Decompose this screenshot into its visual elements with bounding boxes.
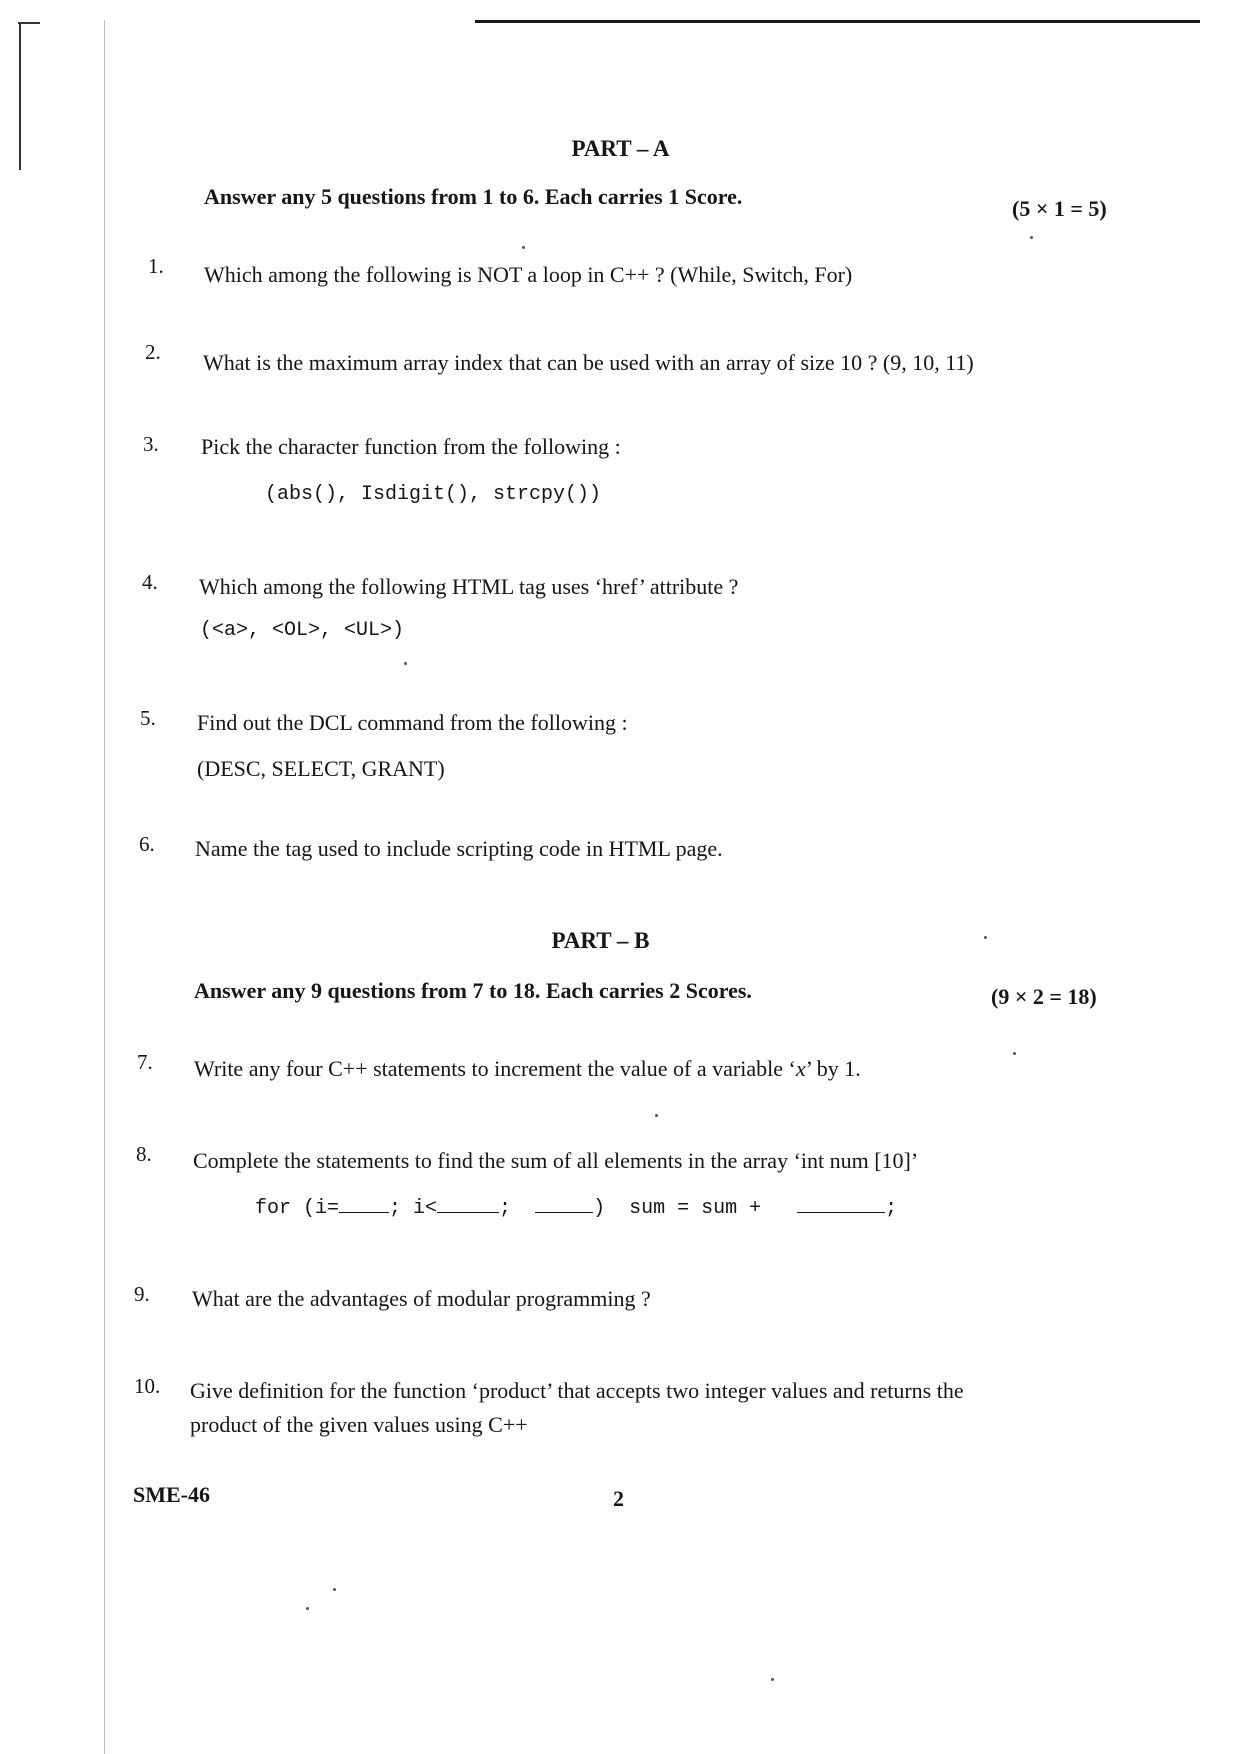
question-text: What are the advantages of modular programming ? xyxy=(192,1286,651,1311)
question-text-line1: Give definition for the function ‘product’ that accepts two integer values and returns the xyxy=(190,1378,964,1403)
question-number: 7. xyxy=(137,1050,153,1074)
question-number: 5. xyxy=(140,706,156,730)
scan-corner-mark xyxy=(18,22,40,24)
variable-name: x xyxy=(795,1056,806,1081)
scan-speck xyxy=(333,1588,336,1591)
code-segment: ; i< xyxy=(389,1197,438,1220)
question-text: Complete the statements to find the sum of all elements in the array ‘int num [10]’ xyxy=(193,1148,919,1173)
question-number: 3. xyxy=(143,432,159,456)
scan-speck xyxy=(771,1678,774,1681)
code-segment: for (i= xyxy=(255,1197,340,1220)
scan-speck xyxy=(1030,236,1033,239)
answer-blank xyxy=(535,1194,593,1213)
question-options: (abs(), Isdigit(), strcpy()) xyxy=(265,483,602,506)
scan-speck xyxy=(655,1114,658,1117)
code-segment: ; xyxy=(499,1197,512,1220)
question-text: Name the tag used to include scripting code in HTML page. xyxy=(195,836,723,861)
question-options: (DESC, SELECT, GRANT) xyxy=(197,756,445,781)
question-number: 8. xyxy=(136,1142,152,1166)
page-number: 2 xyxy=(613,1486,624,1511)
question-text: Find out the DCL command from the following : xyxy=(197,710,628,735)
scan-border-left xyxy=(104,20,105,1754)
scan-speck xyxy=(1013,1052,1016,1055)
question-number: 1. xyxy=(148,254,164,278)
part-a-instruction: Answer any 5 questions from 1 to 6. Each carries 1 Score. xyxy=(204,184,743,209)
question-text-part: ’ by 1. xyxy=(805,1056,861,1081)
question-text: Which among the following HTML tag uses ‘href’ attribute ? xyxy=(199,574,739,599)
code-fill-in-statement xyxy=(255,1194,897,1220)
scan-speck xyxy=(522,246,525,249)
part-b-marks: (9 × 2 = 18) xyxy=(991,984,1097,1009)
answer-blank xyxy=(437,1194,499,1213)
question-text xyxy=(194,1056,861,1082)
question-options: (<a>, <OL>, <UL>) xyxy=(200,619,405,642)
scan-speck xyxy=(404,662,407,665)
part-a-title: PART – A xyxy=(571,136,670,161)
question-text-part: Write any four C++ statements to increment the value of a variable ‘ xyxy=(194,1056,796,1081)
question-text: What is the maximum array index that can be used with an array of size 10 ? (9, 10, 11) xyxy=(203,350,974,375)
part-b-title: PART – B xyxy=(551,928,650,953)
question-text: Which among the following is NOT a loop in C++ ? (While, Switch, For) xyxy=(204,262,853,287)
question-text: Pick the character function from the following : xyxy=(201,434,621,459)
answer-blank xyxy=(339,1194,389,1213)
code-segment: ) xyxy=(593,1197,606,1220)
code-segment: ; xyxy=(885,1197,898,1220)
question-number: 4. xyxy=(142,570,158,594)
paper-code: SME-46 xyxy=(133,1482,210,1507)
scan-border-top xyxy=(475,20,1200,23)
answer-blank xyxy=(797,1194,885,1213)
part-b-instruction: Answer any 9 questions from 7 to 18. Each carries 2 Scores. xyxy=(194,978,752,1003)
question-number: 6. xyxy=(139,832,155,856)
question-text-line2: product of the given values using C++ xyxy=(190,1412,528,1437)
part-a-marks: (5 × 1 = 5) xyxy=(1012,196,1107,221)
question-number: 9. xyxy=(134,1282,150,1306)
question-number: 2. xyxy=(145,340,161,364)
scan-speck xyxy=(306,1607,309,1610)
code-segment: sum = sum + xyxy=(629,1197,762,1220)
question-number: 10. xyxy=(134,1374,161,1398)
